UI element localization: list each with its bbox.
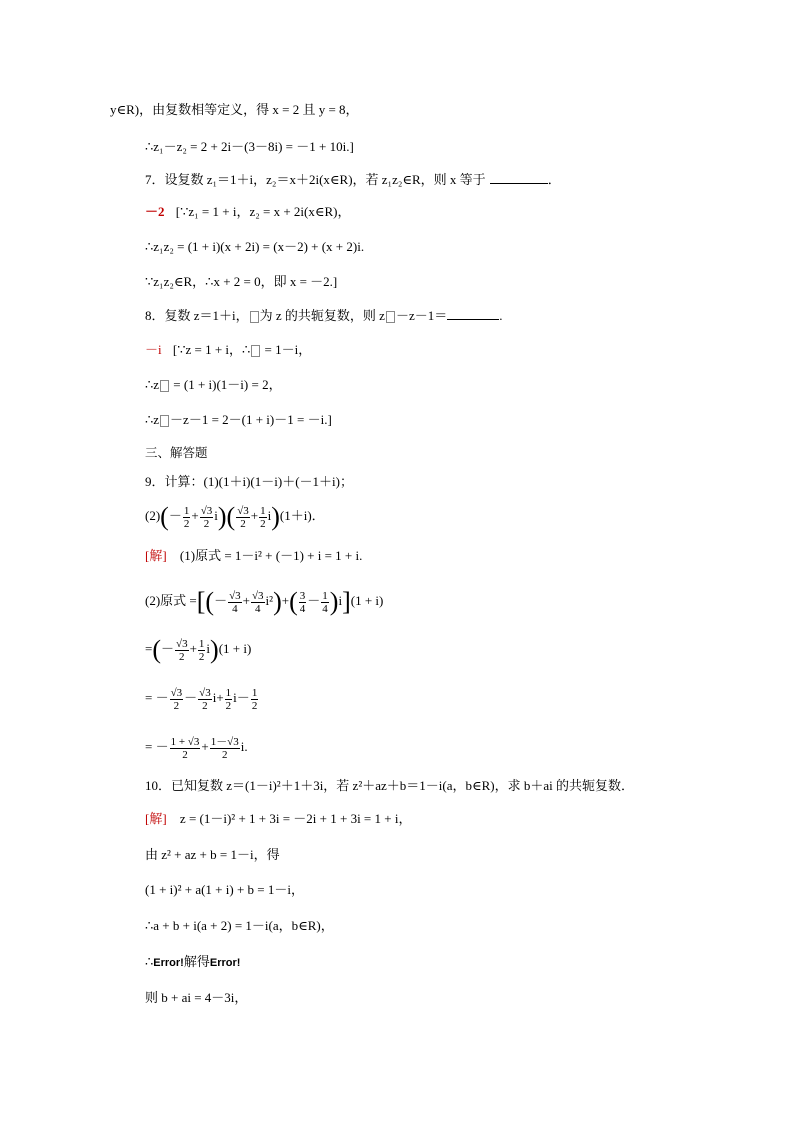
formula-text: (1＋i)． [279, 508, 325, 523]
formula-text: = － [145, 690, 169, 705]
paren: ( [226, 502, 236, 532]
op: + [216, 690, 224, 705]
solution-line [145, 411, 332, 429]
answer-value: －2 [145, 204, 165, 219]
op: + [281, 593, 290, 608]
formula-text: (2)原式 = [145, 593, 197, 608]
paren: ( [160, 502, 169, 532]
question-text: 7．设复数 z₁＝1＋i，z₂＝x＋2i(x∈R)，若 z₁z₂∈R，则 x 等于 [145, 172, 486, 187]
conjugate-glyph [251, 345, 260, 357]
solution-line: (1 + i)² + a(1 + i) + b = 1－i， [145, 882, 304, 897]
paren: ) [210, 635, 219, 665]
conjugate-glyph [160, 380, 169, 392]
question-9: 9．计算：(1)(1＋i)(1－i)＋(－1＋i)； [145, 474, 353, 489]
paren: ) [329, 587, 339, 617]
op: + [189, 641, 197, 656]
solution-line: ∴a + b + i(a + 2) = 1－i(a，b∈R)， [145, 918, 334, 933]
imag-unit: i [267, 508, 272, 523]
imag-unit: i [214, 508, 218, 523]
fraction: $\frac{1}{2}$ [225, 686, 232, 712]
solution-line: ∴z₁z₂ = (1 + i)(x + 2i) = (x－2) + (x + 2)i. [145, 239, 365, 254]
text-line: ∴z₁－z₂ = 2 + 2i－(3－8i) = －1 + 10i.] [145, 139, 354, 154]
op: + [191, 508, 199, 523]
solution-text: 解得 [183, 954, 210, 969]
formula-line [145, 680, 259, 716]
solution-line: 由 z² + az + b = 1－i，得 [145, 847, 280, 862]
fraction: $\frac{1}{2}$ [260, 504, 266, 530]
paren: ( [205, 587, 215, 617]
solution-text: z = (1－i)² + 1 + 3i = －2i + 1 + 3i = 1 + i， [179, 811, 412, 826]
imag-unit: i. [240, 739, 248, 754]
imag-unit: i [233, 690, 237, 705]
solution-line: 则 b + ai = 4－3i， [145, 990, 248, 1005]
fraction: $\frac{√3}{2}$ [176, 637, 188, 663]
formula-text: = [145, 641, 153, 656]
solution-text: ∴ [145, 954, 154, 969]
conjugate-glyph [160, 415, 169, 427]
error-text: Error! [153, 957, 184, 969]
solution-line [145, 953, 240, 972]
fraction: $\frac{3}{4}$ [299, 589, 306, 615]
conjugate-glyph [250, 311, 259, 323]
answer-value: －i [145, 342, 162, 357]
fraction: $\frac{√3}{4}$ [229, 589, 241, 615]
solution-line [145, 547, 362, 565]
op: + [242, 593, 250, 608]
solution-line: ∵z₁z₂∈R，∴x + 2 = 0，即 x = －2.] [145, 274, 338, 289]
paren: ) [271, 502, 280, 532]
bracket: [ [196, 587, 206, 617]
imag-unit: i [338, 593, 343, 608]
solution-text: －z－1 = 2－(1 + i)－1 = －i.] [170, 412, 332, 427]
paren: ) [217, 502, 227, 532]
imag-unit: i [206, 641, 211, 656]
question-text: 为 z 的共轭复数，则 z [259, 308, 385, 323]
text-line: y∈R)，由复数相等定义，得 x = 2 且 y = 8， [110, 102, 359, 117]
question-10: 10．已知复数 z＝(1－i)²＋1＋3i，若 z²＋az＋b＝1－i(a，b∈R)，求 b＋ai 的共轭复数． [145, 778, 634, 793]
fraction: $\frac{√3}{2}$ [237, 504, 249, 530]
formula-text: (1 + i) [350, 593, 384, 608]
paren: ( [152, 635, 162, 665]
op: + [201, 739, 209, 754]
question-text: 8．复数 z＝1＋i， [145, 308, 249, 323]
imag-unit: i [212, 690, 217, 705]
formula-line [145, 583, 383, 619]
answer-blank [447, 307, 499, 320]
fraction: $\frac{√3}{2}$ [199, 686, 211, 712]
solution-text: [∵z = 1 + i，∴ [172, 342, 251, 357]
solution-line [145, 376, 282, 394]
fraction: $\frac{√3}{2}$ [200, 504, 213, 530]
fraction: $\frac{1}{4}$ [322, 589, 328, 615]
solution-text: ∴z [145, 377, 160, 392]
fraction: $\frac{√3}{4}$ [252, 589, 264, 615]
bracket: ] [342, 587, 351, 617]
fraction: $\frac{1}{2}$ [251, 686, 258, 712]
solution-text: [∵z₁ = 1 + i，z₂ = x + 2i(x∈R)， [175, 204, 351, 219]
section-heading: 三、解答题 [145, 445, 208, 460]
op: + [250, 508, 259, 523]
fraction: $\frac{1}{2}$ [198, 637, 205, 663]
solution-line [145, 341, 311, 359]
fraction: $\frac{1}{2}$ [183, 504, 190, 530]
solution-tag: [解] [145, 811, 167, 826]
imag-unit: i² [265, 593, 274, 608]
op: － [161, 641, 175, 656]
op: － [214, 593, 228, 608]
formula-text: (2) [145, 508, 161, 523]
fraction: $\frac{1 + √3}{2}$ [170, 735, 200, 761]
op: － [168, 508, 182, 523]
op: － [307, 593, 321, 608]
formula-line [145, 631, 251, 667]
solution-text: = 1－i， [261, 342, 312, 357]
solution-tag: [解] [145, 548, 167, 563]
op: － [184, 690, 198, 705]
formula-line [145, 498, 325, 534]
paren: ( [289, 587, 298, 617]
fraction: $\frac{1-√3}{2}$ [210, 735, 239, 761]
solution-line [145, 203, 350, 221]
fraction: $\frac{√3}{2}$ [170, 686, 183, 712]
formula-text: = － [145, 739, 169, 754]
formula-text: (1 + i) [218, 641, 252, 656]
conjugate-glyph [386, 311, 395, 323]
solution-text: (1)原式 = 1－i² + (－1) + i = 1 + i. [179, 548, 363, 563]
op: － [236, 690, 250, 705]
solution-text: ∴z [145, 412, 160, 427]
solution-line [145, 810, 411, 828]
error-text: Error! [209, 957, 241, 969]
question-text: －z－1＝ [395, 308, 448, 323]
question-7: 7．设复数 z₁＝1＋i，z₂＝x＋2i(x∈R)，若 z₁z₂∈R，则 x 等于 ． [145, 172, 561, 187]
formula-line [145, 729, 248, 765]
paren: ) [273, 587, 282, 617]
question-8: 8．复数 z＝1＋i， 为 z 的共轭复数，则 z －z－1＝ . [145, 308, 503, 323]
solution-text: = (1 + i)(1－i) = 2， [170, 377, 282, 392]
answer-blank [490, 171, 548, 184]
